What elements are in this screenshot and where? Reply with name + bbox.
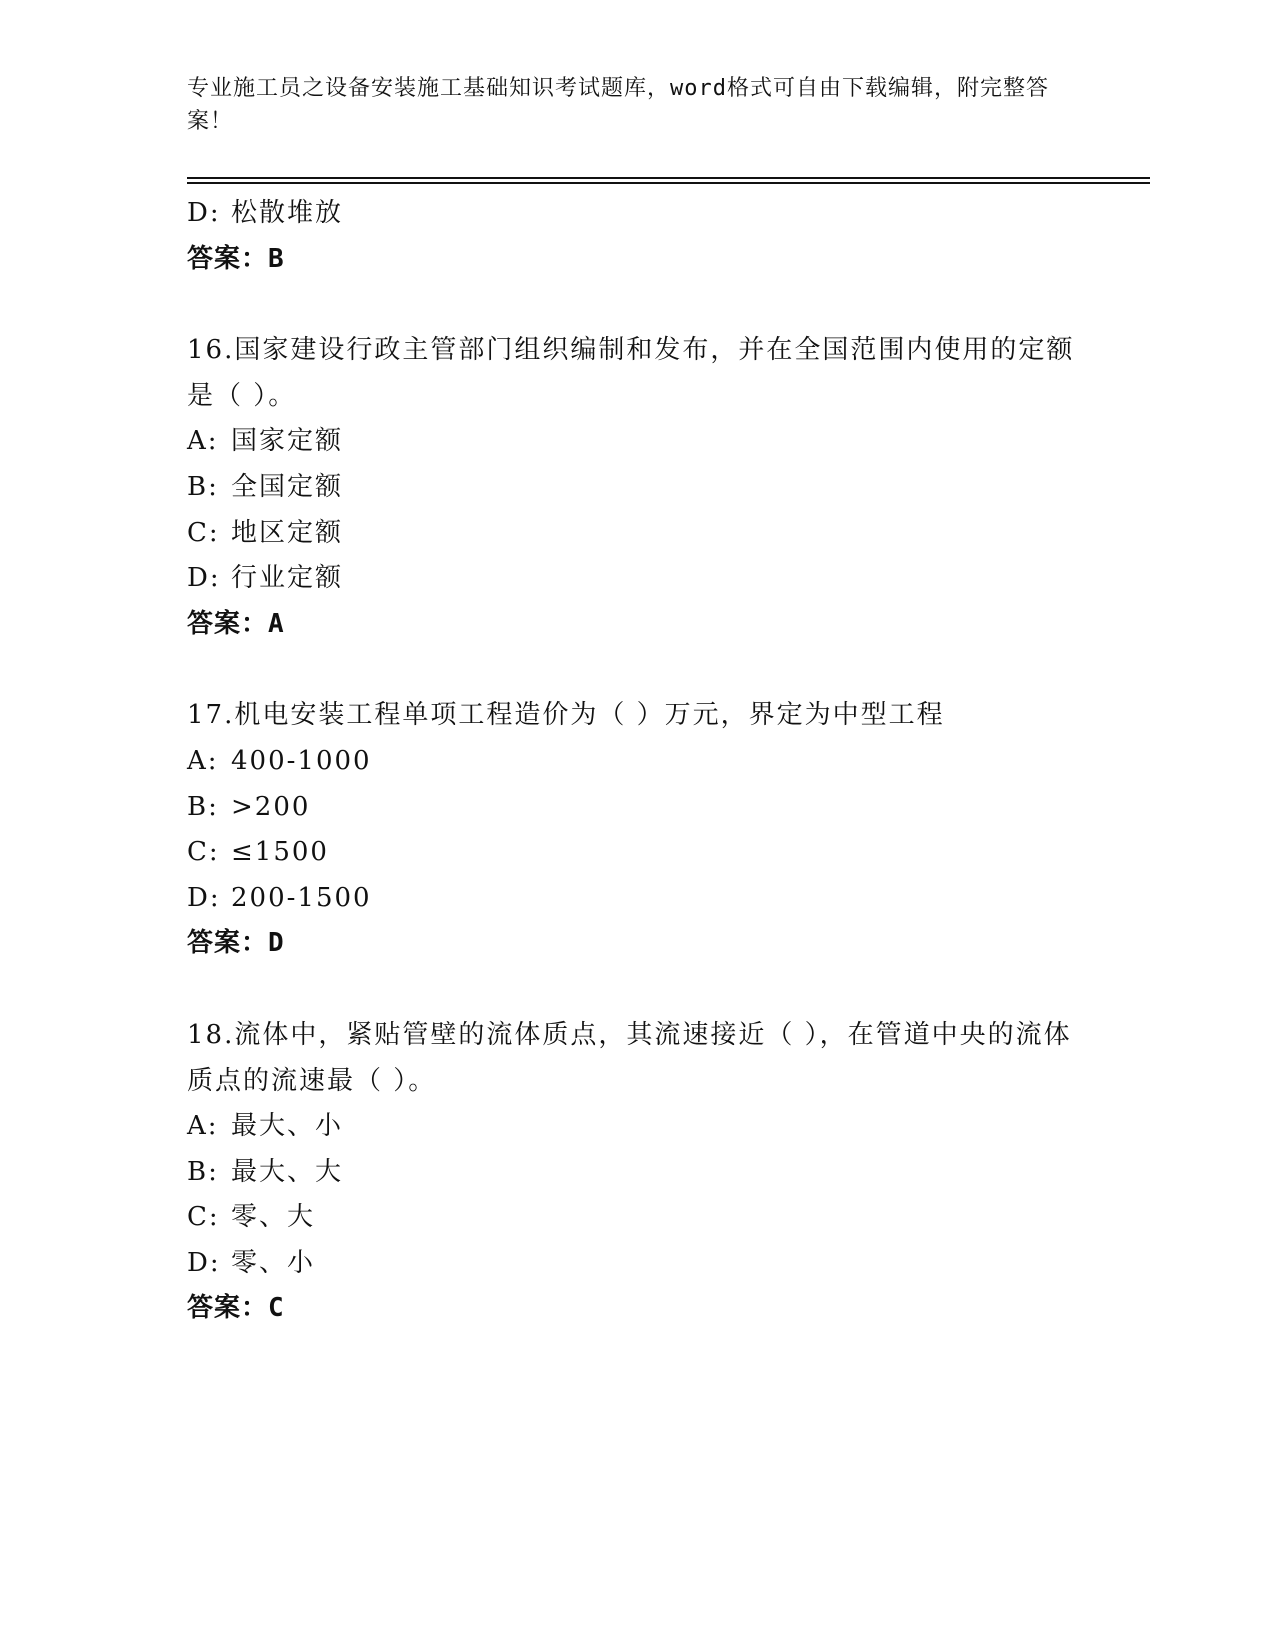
option-text: 最大、小 — [231, 1111, 344, 1142]
option-c — [187, 830, 1087, 876]
option-letter: D: — [187, 563, 221, 594]
option-c — [187, 1195, 1087, 1241]
answer: 答案：A — [187, 608, 285, 639]
option-letter: A: — [187, 426, 219, 457]
option-b — [187, 1150, 1087, 1196]
question-17-stem: 17.机电安装工程单项工程造价为（ ）万元，界定为中型工程 — [187, 700, 945, 731]
option-text: 200-1500 — [231, 882, 372, 913]
option-a — [187, 1104, 1087, 1150]
option-letter: B: — [187, 1156, 219, 1187]
option-b — [187, 465, 1087, 511]
option-letter: A: — [187, 1111, 219, 1142]
option-a — [187, 419, 1087, 465]
option-d — [187, 876, 1087, 922]
option-letter: A: — [187, 745, 219, 776]
option-letter: C: — [187, 517, 220, 548]
option-text: 最大、大 — [231, 1156, 344, 1187]
question-content — [187, 191, 1087, 1332]
option-d — [187, 1241, 1087, 1287]
option-text: 全国定额 — [231, 471, 344, 502]
header-divider-top — [187, 177, 1150, 179]
option-text: >200 — [231, 791, 311, 822]
option-letter: D: — [187, 1247, 221, 1278]
option-letter: D: — [187, 882, 221, 913]
option-letter: C: — [187, 837, 220, 868]
option-letter: B: — [187, 471, 219, 502]
option-text: 松散堆放 — [231, 198, 344, 228]
answer: 答案：D — [187, 928, 285, 959]
option-text: 国家定额 — [231, 426, 344, 457]
header-divider-bottom — [187, 182, 1150, 184]
page-header: 专业施工员之设备安装施工基础知识考试题库，word格式可自由下载编辑，附完整答案！ — [187, 76, 1049, 134]
option-text: 零、小 — [231, 1247, 316, 1278]
option-text: 400-1000 — [231, 745, 372, 776]
option-text: 地区定额 — [231, 517, 344, 548]
option-b — [187, 785, 1087, 831]
option-a — [187, 739, 1087, 785]
option-letter: D: — [187, 198, 221, 228]
option-letter: C: — [187, 1202, 220, 1233]
option-text: 零、大 — [231, 1202, 316, 1233]
option-d — [187, 191, 1087, 237]
option-d — [187, 556, 1087, 602]
answer: 答案：B — [187, 243, 285, 274]
option-letter: B: — [187, 791, 219, 822]
answer: 答案：C — [187, 1293, 285, 1324]
option-c — [187, 511, 1087, 557]
option-text: ≤1500 — [231, 837, 329, 868]
question-16-stem: 16.国家建设行政主管部门组织编制和发布，并在全国范围内使用的定额是（ ）。 — [187, 335, 1075, 411]
option-text: 行业定额 — [231, 563, 344, 594]
question-18-stem: 18.流体中，紧贴管壁的流体质点，其流速接近（ ），在管道中央的流体质点的流速最（ ）。 — [187, 1019, 1072, 1096]
